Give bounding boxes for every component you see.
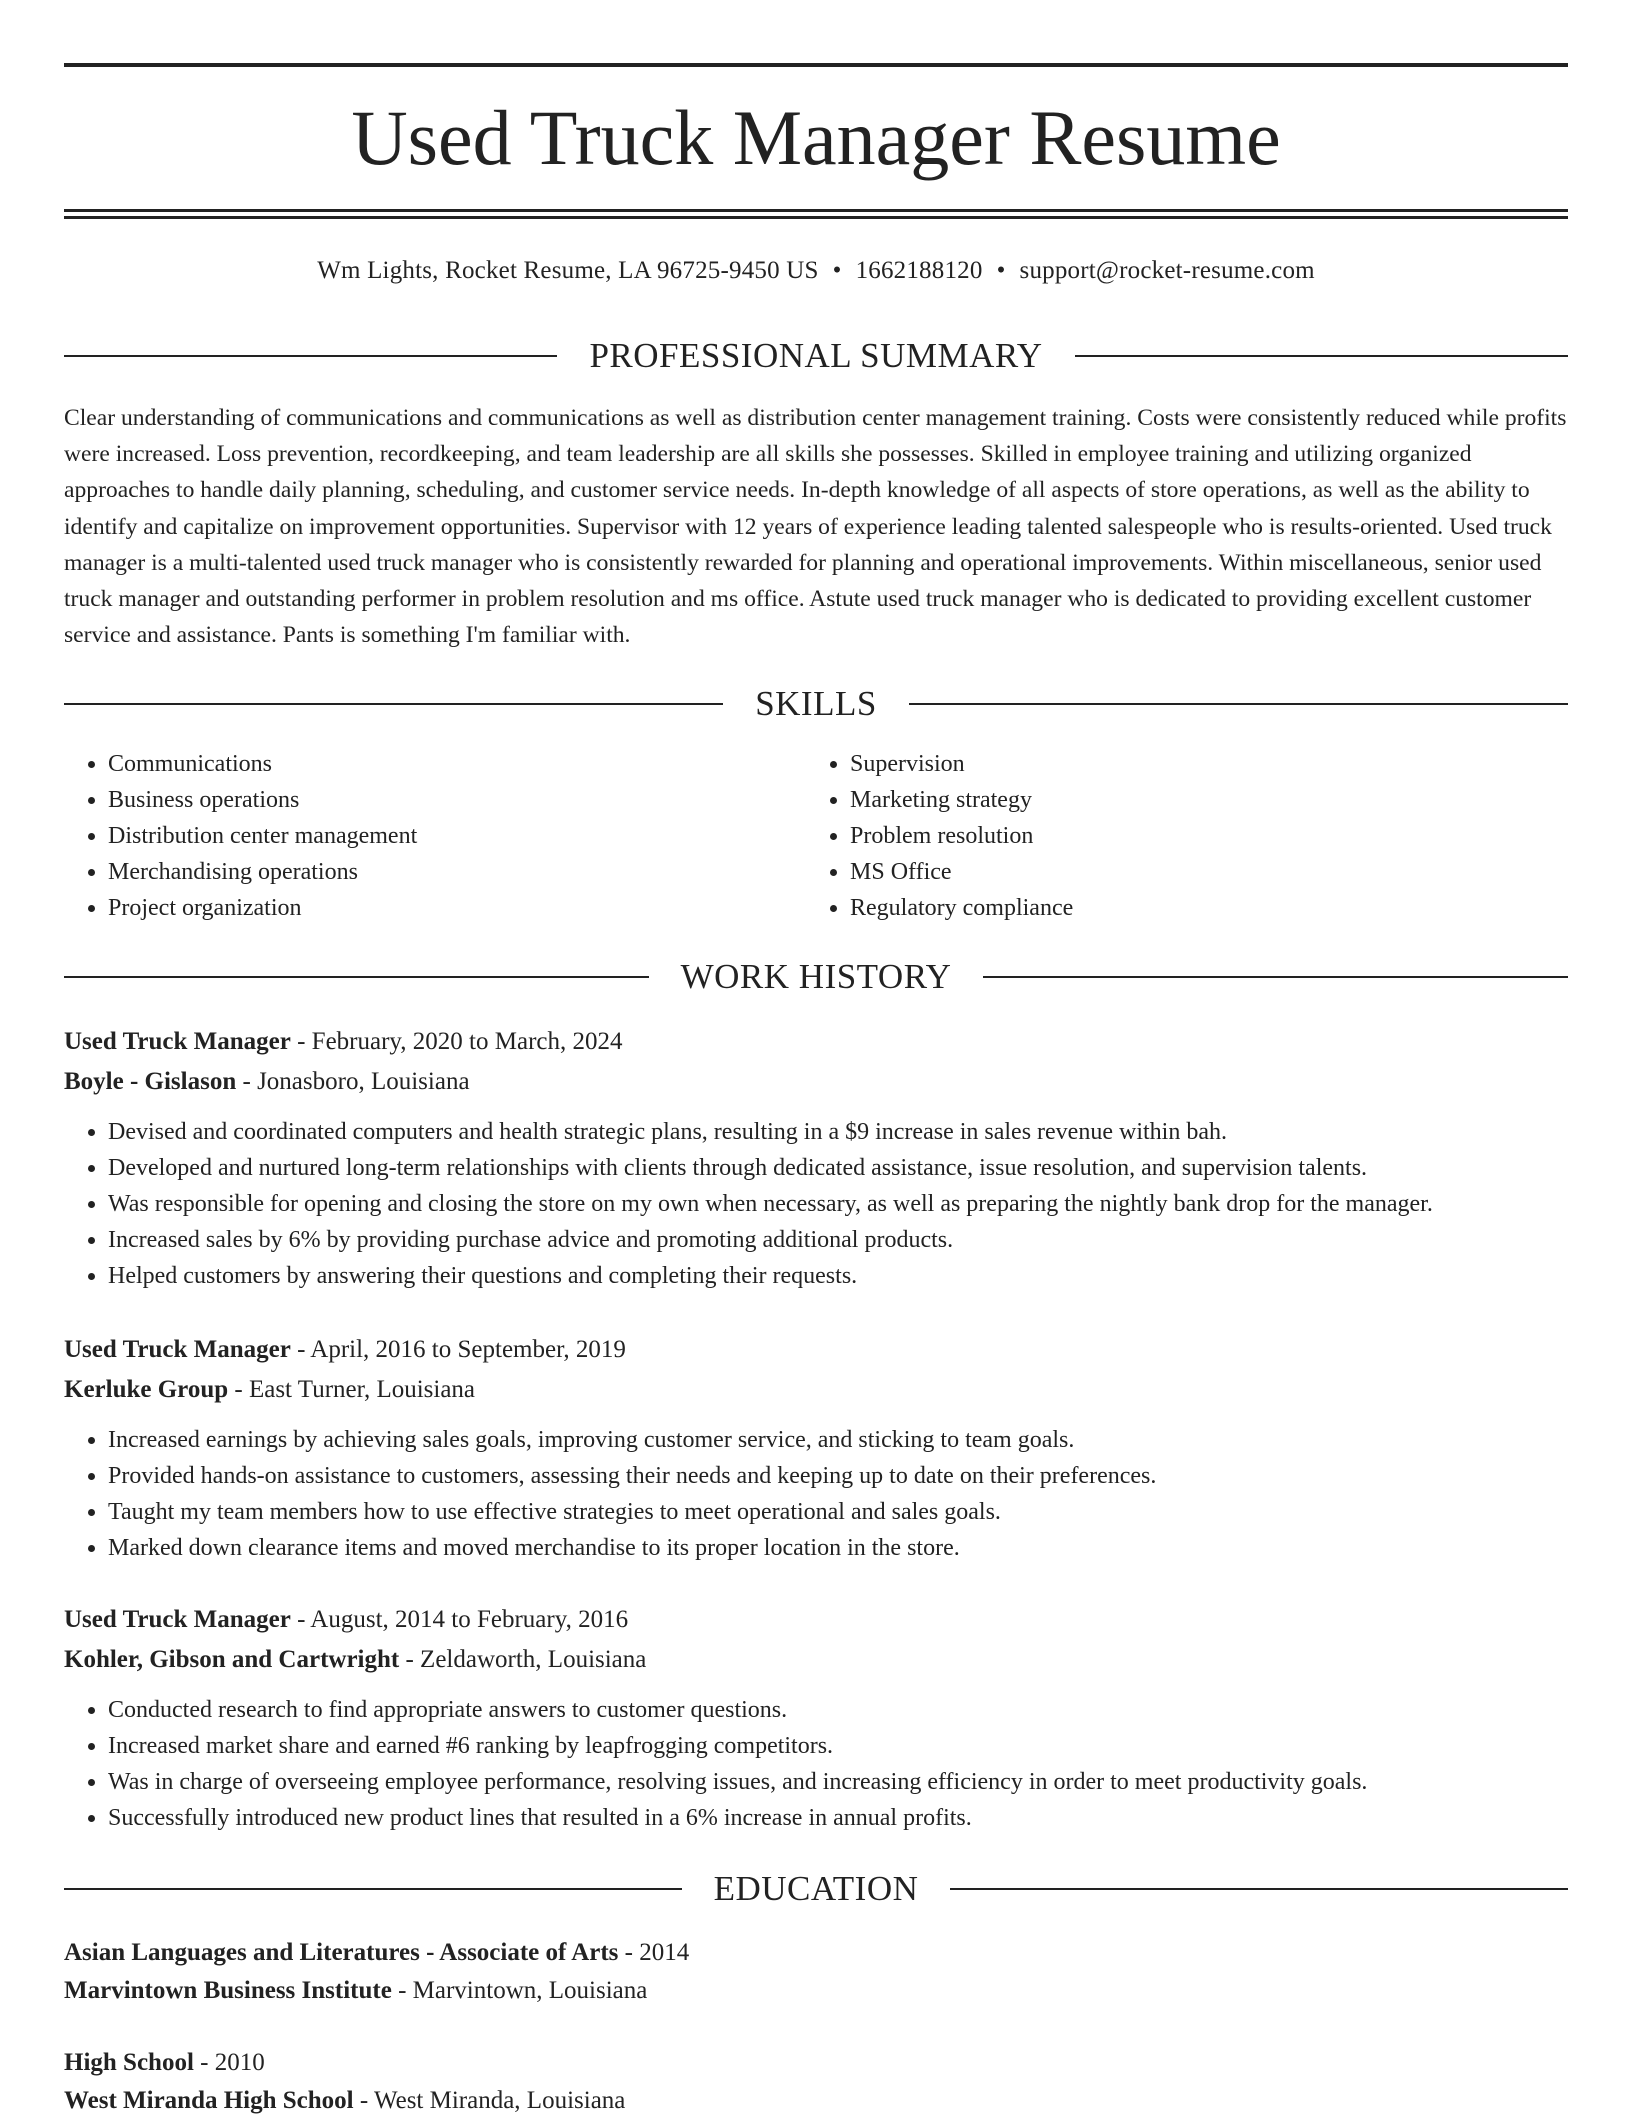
skill-item: • Marketing strategy — [850, 782, 1073, 818]
education-degree: High School — [64, 2049, 194, 2076]
job-bullets — [64, 1114, 1568, 1294]
job-bullets — [64, 1692, 1568, 1836]
work-heading — [64, 956, 1568, 998]
job-bullet: • Marked down clearance items and moved merchandise to its proper location in the store. — [108, 1530, 1568, 1566]
job-entry — [64, 1022, 1568, 1294]
work-heading-label: WORK HISTORY — [680, 957, 952, 996]
skills-heading — [64, 683, 1568, 725]
job-bullets — [64, 1422, 1568, 1566]
job-title: Used Truck Manager — [64, 1606, 291, 1633]
skills-column-right — [806, 746, 1073, 926]
skill-item: • Business operations — [108, 782, 806, 818]
heading-rule — [1075, 355, 1568, 357]
job-location: - Zeldaworth, Louisiana — [399, 1646, 647, 1673]
job-bullet: • Increased market share and earned #6 ranking by leapfrogging competitors. — [108, 1728, 1568, 1764]
job-title-line — [64, 1022, 1568, 1062]
job-dates: - August, 2014 to February, 2016 — [290, 1606, 629, 1633]
contact-separator: • — [996, 257, 1006, 284]
job-title-line — [64, 1330, 1568, 1370]
job-entry — [64, 1330, 1568, 1566]
summary-heading — [64, 335, 1568, 377]
skill-item: • Problem resolution — [850, 818, 1073, 854]
skill-item: • Merchandising operations — [108, 854, 806, 890]
job-bullet: • Taught my team members how to use effective strategies to meet operational and sales goals. — [108, 1494, 1568, 1530]
job-bullet: • Devised and coordinated computers and health strategic plans, resulting in a $9 increase in sales revenue within bah. — [108, 1114, 1568, 1150]
job-company-line — [64, 1640, 1568, 1680]
heading-rule — [950, 1888, 1568, 1890]
skill-item: • Project organization — [108, 890, 806, 926]
job-company-line — [64, 1062, 1568, 1102]
heading-rule — [64, 976, 649, 978]
education-entry — [64, 2044, 1568, 2120]
job-bullet: • Helped customers by answering their questions and completing their requests. — [108, 1258, 1568, 1294]
contact-phone: 1662188120 — [855, 257, 983, 284]
skills-column-left — [64, 746, 806, 926]
job-location: - Jonasboro, Louisiana — [236, 1068, 470, 1095]
job-bullet: • Was in charge of overseeing employee performance, resolving issues, and increasing efficiency in order to meet productivity goals. — [108, 1764, 1568, 1800]
education-school-line — [64, 1972, 1568, 2010]
education-year: - 2014 — [618, 1939, 690, 1966]
education-location: - West Miranda, Louisiana — [353, 2087, 626, 2114]
job-dates: - April, 2016 to September, 2019 — [290, 1336, 626, 1363]
heading-rule — [909, 703, 1568, 705]
contact-line — [64, 254, 1568, 288]
education-location: - Marvintown, Louisiana — [391, 1977, 648, 2004]
job-bullet: • Developed and nurtured long-term relationships with clients through dedicated assistance, issue resolution, and supervision talents. — [108, 1150, 1568, 1186]
heading-rule — [64, 703, 723, 705]
skill-item: • Distribution center management — [108, 818, 806, 854]
job-title: Used Truck Manager — [64, 1336, 291, 1363]
education-degree-line — [64, 2044, 1568, 2082]
job-title: Used Truck Manager — [64, 1028, 291, 1055]
skill-item: • Communications — [108, 746, 806, 782]
job-bullet: • Successfully introduced new product lines that resulted in a 6% increase in annual profits. — [108, 1800, 1568, 1836]
education-entry — [64, 1934, 1568, 2010]
job-title-line — [64, 1600, 1568, 1640]
job-bullet: • Increased sales by 6% by providing purchase advice and promoting additional products. — [108, 1222, 1568, 1258]
education-school: West Miranda High School — [64, 2087, 354, 2114]
skills-heading-label: SKILLS — [755, 684, 877, 723]
job-company-line — [64, 1370, 1568, 1410]
education-heading — [64, 1868, 1568, 1910]
summary-text: Clear understanding of communications and communications as well as distribution center management training. Costs were consistently reduced while profits were increased. Loss prevention, recordkeeping, and team leadership are all skills she possesses. Skilled in employee training and utilizing organized approaches to handle daily planning, scheduling, and customer service needs. In-depth knowledge of all aspects of store operations, as well as the ability to identify and capitalize on improvement opportunities. Supervisor with 12 years of experience leading talented salespeople who is results-oriented. Used truck manager is a multi-talented used truck manager who is consistently rewarded for planning and operational improvements. Within miscellaneous, senior used truck manager and outstanding performer in problem resolution and ms office. Astute used truck manager who is dedicated to providing excellent customer service and assistance. Pants is something I'm familiar with. — [64, 405, 1567, 649]
job-company: Boyle - Gislason — [64, 1068, 237, 1095]
education-heading-label: EDUCATION — [713, 1869, 919, 1908]
contact-address: Wm Lights, Rocket Resume, LA 96725-9450 US — [317, 257, 819, 284]
skill-item: • MS Office — [850, 854, 1073, 890]
skill-item: • Regulatory compliance — [850, 890, 1073, 926]
job-dates: - February, 2020 to March, 2024 — [290, 1028, 623, 1055]
education-year: - 2010 — [193, 2049, 265, 2076]
job-bullet: • Increased earnings by achieving sales goals, improving customer service, and sticking to team goals. — [108, 1422, 1568, 1458]
contact-separator: • — [832, 257, 842, 284]
top-rule — [64, 63, 1568, 67]
education-degree-line — [64, 1934, 1568, 1972]
title-rule-upper — [64, 209, 1568, 212]
skills-list — [64, 746, 1568, 926]
heading-rule — [64, 355, 557, 357]
job-entry — [64, 1600, 1568, 1836]
job-company: Kerluke Group — [64, 1376, 229, 1403]
title-rule-lower — [64, 216, 1568, 219]
contact-email[interactable]: support@rocket-resume.com — [1019, 257, 1315, 284]
resume-title: Used Truck Manager Resume — [351, 94, 1281, 181]
heading-rule — [64, 1888, 682, 1890]
summary-heading-label: PROFESSIONAL SUMMARY — [589, 336, 1043, 375]
job-location: - East Turner, Louisiana — [228, 1376, 476, 1403]
job-bullet: • Conducted research to find appropriate answers to customer questions. — [108, 1692, 1568, 1728]
job-bullet: • Was responsible for opening and closing the store on my own when necessary, as well as preparing the nightly bank drop for the manager. — [108, 1186, 1568, 1222]
education-school-line — [64, 2082, 1568, 2120]
education-degree: Asian Languages and Literatures - Associate of Arts — [64, 1939, 619, 1966]
heading-rule — [983, 976, 1568, 978]
education-school: Marvintown Business Institute — [64, 1977, 392, 2004]
skill-item: • Supervision — [850, 746, 1073, 782]
job-company: Kohler, Gibson and Cartwright — [64, 1646, 400, 1673]
job-bullet: • Provided hands-on assistance to customers, assessing their needs and keeping up to date on their preferences. — [108, 1458, 1568, 1494]
